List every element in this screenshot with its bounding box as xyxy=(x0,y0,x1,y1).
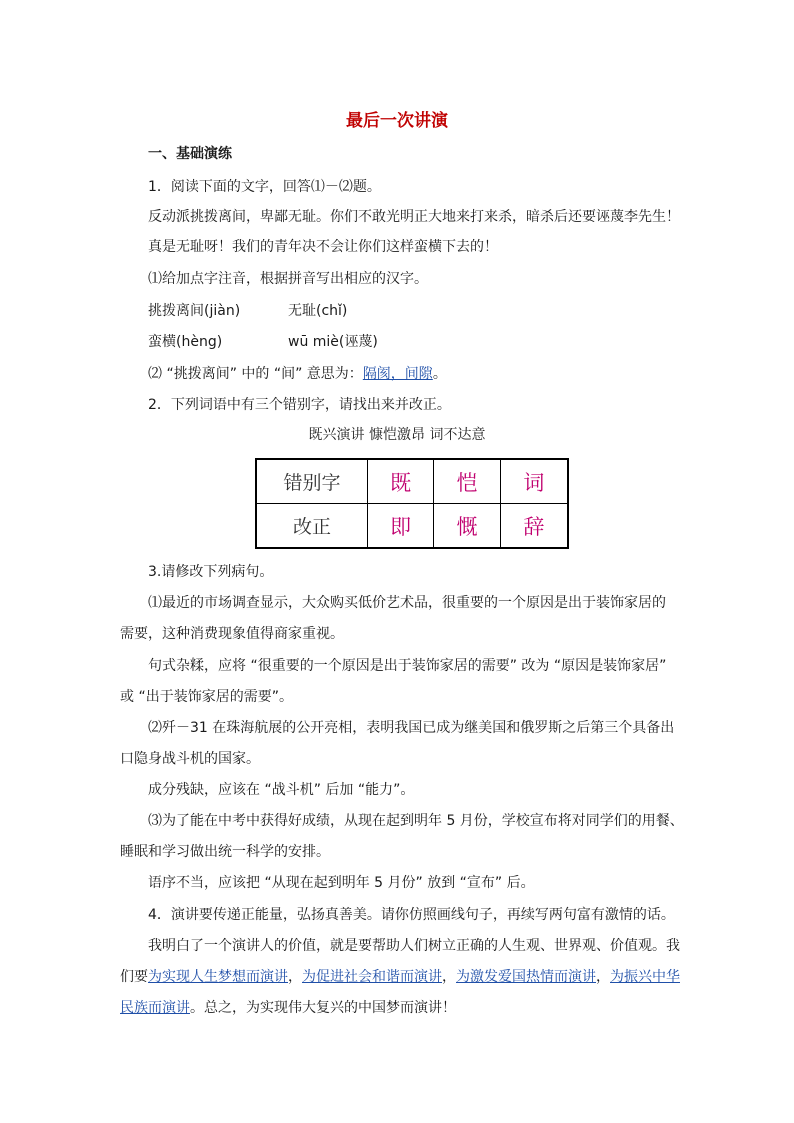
table-cell: 慨 xyxy=(434,504,500,549)
q4-underline-1: 为实现人生梦想而演讲 xyxy=(148,969,288,985)
q1-passage-line-1: 反动派挑拨离间，卑鄙无耻。你们不敢光明正大地来打来杀，暗杀后还要诬蔑李先生！ xyxy=(148,209,680,225)
correction-table xyxy=(255,458,569,549)
q4-line-2-prefix: 们要 xyxy=(120,969,148,985)
q2-prompt: 2．下列词语中有三个错别字，请找出来并改正。 xyxy=(148,397,451,413)
q1-sub2-answer: 隔阂，间隙 xyxy=(362,366,433,382)
q4-sep: ， xyxy=(288,969,302,985)
q4-line-3 xyxy=(120,999,456,1017)
q1-pinyin-1b: 无耻(chǐ) xyxy=(288,303,348,319)
q3-s3-line-1: ⑶为了能在中考中获得好成绩，从现在起到明年 5 月份，学校宣布将对同学们的用餐、 xyxy=(148,813,684,829)
q3-prompt: 3.请修改下列病句。 xyxy=(148,564,274,580)
table-cell: 词 xyxy=(500,459,568,504)
q3-s3-line-2: 睡眠和学习做出统一科学的安排。 xyxy=(120,844,330,860)
q4-line-1: 我明白了一个演讲人的价值，就是要帮助人们树立正确的人生观、世界观、价值观。我 xyxy=(148,938,680,954)
q3-a2: 成分残缺，应该在 “战斗机” 后加 “能力”。 xyxy=(148,782,415,798)
q1-sub1: ⑴给加点字注音，根据拼音写出相应的汉字。 xyxy=(148,271,428,287)
q1-sub2-prefix: ⑵ “挑拨离间” 中的 “间” 意思为： xyxy=(148,366,363,382)
q4-underline-4b: 民族而演讲 xyxy=(120,1000,190,1016)
table-cell: 即 xyxy=(368,504,434,549)
q4-line-3-suffix: 。总之，为实现伟大复兴的中国梦而演讲！ xyxy=(190,1000,456,1016)
q4-underline-2: 为促进社会和谐而演讲 xyxy=(302,969,442,985)
q3-s1-line-2: 需要，这种消费现象值得商家重视。 xyxy=(120,626,344,642)
table-cell: 恺 xyxy=(434,459,500,504)
q1-sub2-suffix: 。 xyxy=(432,366,447,382)
q1-pinyin-2b: wū miè(诬蔑) xyxy=(288,334,378,350)
table-row-label-wrong: 错别字 xyxy=(256,459,368,504)
table-row xyxy=(256,504,568,549)
table-cell: 既 xyxy=(368,459,434,504)
table-cell: 辞 xyxy=(500,504,568,549)
q4-sep: ， xyxy=(596,969,610,985)
q4-sep: ， xyxy=(442,969,456,985)
q2-words: 既兴演讲 慷恺激昂 词不达意 xyxy=(308,427,486,443)
q3-s2-line-1: ⑵歼－31 在珠海航展的公开亮相，表明我国已成为继美国和俄罗斯之后第三个具备出 xyxy=(148,720,675,736)
table-row-label-correct: 改正 xyxy=(256,504,368,549)
q1-prompt: 1．阅读下面的文字，回答⑴－⑵题。 xyxy=(148,179,381,195)
q4-prompt: 4．演讲要传递正能量，弘扬真善美。请你仿照画线句子，再续写两句富有激情的话。 xyxy=(148,907,675,923)
q1-pinyin-2a: 蛮横(hèng) xyxy=(148,334,223,350)
table-row xyxy=(256,459,568,504)
q3-s1-line-1: ⑴最近的市场调查显示，大众购买低价艺术品，很重要的一个原因是出于装饰家居的 xyxy=(148,595,666,611)
q4-underline-3: 为激发爱国热情而演讲 xyxy=(456,969,596,985)
q1-sub2 xyxy=(148,365,447,383)
q4-line-2 xyxy=(120,968,680,986)
q4-underline-4a: 为振兴中华 xyxy=(610,969,680,985)
q3-s2-line-2: 口隐身战斗机的国家。 xyxy=(120,751,260,767)
page-title: 最后一次讲演 xyxy=(346,111,448,131)
q1-pinyin-1a: 挑拨离间(jiàn) xyxy=(148,303,241,319)
q3-a1-line-2: 或 “出于装饰家居的需要”。 xyxy=(120,689,293,705)
q3-a1-line-1: 句式杂糅，应将 “很重要的一个原因是出于装饰家居的需要” 改为 “原因是装饰家居” xyxy=(148,658,667,674)
q1-passage-line-2: 真是无耻呀！我们的青年决不会让你们这样蛮横下去的！ xyxy=(148,239,498,255)
q3-a3: 语序不当，应该把 “从现在起到明年 5 月份” 放到 “宣布” 后。 xyxy=(148,875,535,891)
section-heading: 一、基础演练 xyxy=(148,146,232,162)
